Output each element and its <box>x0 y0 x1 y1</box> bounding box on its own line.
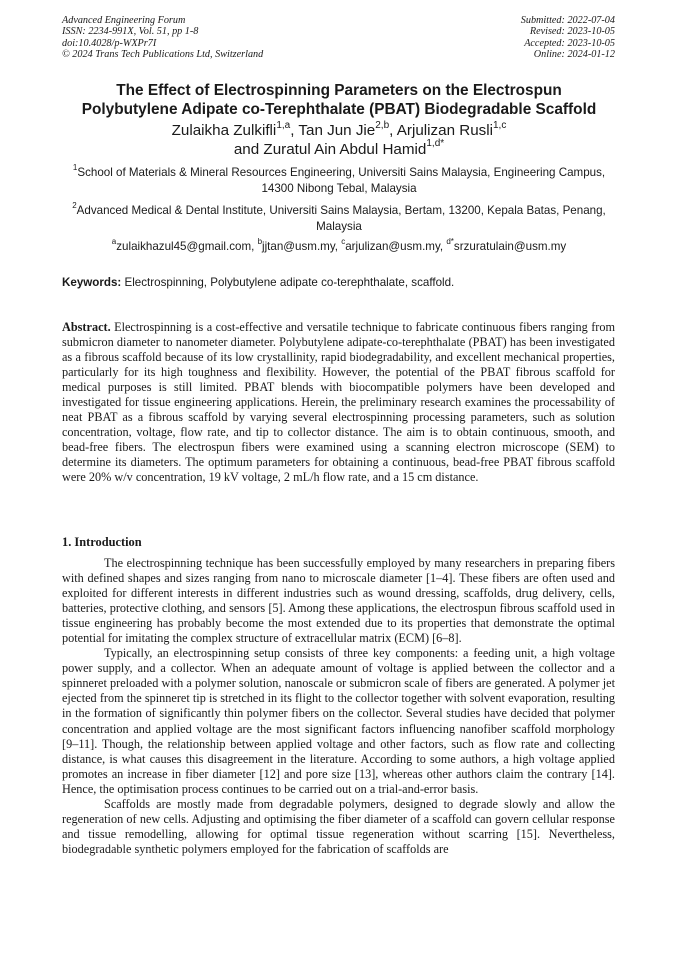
email-link[interactable]: zulaikhazul45@gmail.com <box>116 240 252 253</box>
author-name: Zuratul Ain Abdul Hamid <box>263 140 427 158</box>
paragraph: Typically, an electrospinning setup consists of three key components: a feeding unit, a high voltage power supply, and a collector. When an adequate amount of voltage is applied between the collector and a spinneret preloaded with a polymer solution, nanoscale or submicron scale of fibers are generated. A polymer jet ejected from the spinneret tip is stretched in its flight to the collector together with solvent evaporation, resulting in the formation of significantly thin polymer fibers on the collector. Several studies have decided that polymer concentration and applied voltage are the most significant factors influencing nanofiber scaffold morphology [9–11]. Though, the relationship between applied voltage and other factors, such as flow rate and collecting distance, is what causes this disagreement in the literature. According to some authors, a high voltage applied promotes an increase in fiber diameter [12] and pore size [13], whereas other authors claim the contrary [14]. Hence, the optimisation process continues to be carried out on a trial-and-error basis. <box>62 646 615 796</box>
paragraph: Scaffolds are mostly made from degradable polymers, designed to degrade slowly and allow the regeneration of new cells. Adjusting and optimising the fiber diameter of a scaffold can govern cellular response and tissue remodelling, allowing for optimal tissue regeneration without scarring [15]. Nevertheless, biodegradable synthetic polymers employed for the fabrication of scaffolds are <box>62 796 615 856</box>
copyright: © 2024 Trans Tech Publications Ltd, Switzerland <box>62 49 264 61</box>
author-affil-mark: 1,c <box>493 119 507 131</box>
author-name: Tan Jun Jie <box>298 122 376 139</box>
email-link[interactable]: srzuratulain@usm.my <box>453 240 567 253</box>
affiliation-2: $^2$Advanced Medical & Dental Institute, Universiti Sains Malaysia, Bertam, 13200, Kepala Batas, Penang, Malaysia <box>72 201 606 233</box>
abstract-label: Abstract. <box>62 320 111 334</box>
email-link[interactable]: arjulizan@usm.my <box>345 240 440 253</box>
paragraph: The electrospinning technique has been successfully employed by many researchers in preparing fibers with defined shapes and sizes ranging from nano to microscale diameter [1–4]. These fibers are often used and exploited for different interests in different industries such as wound dressing, scaffolds, drug delivery, cells, batteries, protective clothing, and sensors [5]. Among these applications, the electrospun fibrous scaffold used in tissue engineering has probably become the most extended due to its properties that demonstrate the optimal potential for imitating the complex structure of extracellular matrix (ECM) [6–8]. <box>62 556 615 646</box>
author-affil-mark: 2,b <box>375 119 390 131</box>
title-line-1: The Effect of Electrospinning Parameters on the Electrospun <box>116 82 562 99</box>
email-link[interactable]: jjtan@usm.my <box>262 240 335 253</box>
journal-info-block <box>62 15 263 61</box>
dates-block <box>521 15 615 61</box>
author-name: Zulaikha Zulkifli <box>171 122 277 139</box>
title-line-2: Polybutylene Adipate co-Terephthalate (PBAT) Biodegradable Scaffold <box>81 101 597 118</box>
affiliation-1: $^1$School of Materials & Mineral Resources Engineering, Universiti Sains Malaysia, Engineering Campus, 14300 Nibong Tebal, Malaysia <box>72 163 606 195</box>
issn-volume: ISSN: 2234-991X, Vol. 51, pp 1-8 <box>62 26 199 38</box>
accepted-date: Accepted: 2023-10-05 <box>524 37 615 49</box>
keywords-label: Keywords: <box>62 276 122 289</box>
authors-line-1: Zulaikha Zulkifli$^{1,a}$, Tan Jun Jie$^{2,b}$, Arjulizan Rusli$^{1,c}$ <box>171 119 507 139</box>
author-list <box>40 119 638 159</box>
abstract <box>62 320 615 486</box>
submitted-date: Submitted: 2022-07-04 <box>520 15 615 26</box>
journal-name: Advanced Engineering Forum <box>62 15 186 26</box>
author-name: Arjulizan Rusli <box>396 122 493 139</box>
keywords <box>62 276 617 290</box>
introduction-body <box>62 556 615 857</box>
author-emails: $^a$zulaikhazul45@gmail.com, $^b$jjtan@usm.my, $^c$arjulizan@usm.my, $^{d*}$srzuratulain@usm.my <box>111 237 567 253</box>
abstract-text: Electrospinning is a cost-effective and versatile technique to fabricate continuous fibers ranging from submicron diameter to nanometer diameter. Polybutylene adipate-co-terephthalate (PBAT) has been investigated as a fibrous scaffold because of its low crystallinity, rapid biodegradability, and excellent mechanical properties, particularly for its high toughness and flexibility. However, the potential of the PBAT fibrous scaffold for medical purposes is still limited. PBAT blends with biocompatible polymers have been developed and investigated for tissue engineering applications. Herein, the preliminary research examines the processability of neat PBAT as a fibrous scaffold by varying several electrospinning processing parameters, such as solution concentration, voltage, flow rate, and tip to collector distance. The aim is to obtain continuous, smooth, and bead-free fibers. The electrospun fibers were examined using a scanning electron microscope (SEM) to determine its diameters. The optimum parameters for obtaining a continuous, bead-free PBAT fibrous scaffold were 20% w/v concentration, 19 kV voltage, 2 mL/h flow rate, and a 15 cm distance. <box>62 320 615 485</box>
revised-date: Revised: 2023-10-05 <box>529 26 615 38</box>
keywords-text: Electrospinning, Polybutylene adipate co-terephthalate, scaffold. <box>121 276 455 289</box>
online-date: Online: 2024-01-12 <box>533 49 615 61</box>
authors-line-2: and Zuratul Ain Abdul Hamid$^{1,d*}$ <box>233 138 445 158</box>
paper-title <box>40 81 638 119</box>
section-heading-introduction: 1. Introduction <box>62 535 142 549</box>
doi: doi:10.4028/p-WXPr7I <box>62 37 157 49</box>
author-affil-mark: 1,a <box>276 119 291 131</box>
author-affil-mark: 1,d* <box>426 138 445 150</box>
